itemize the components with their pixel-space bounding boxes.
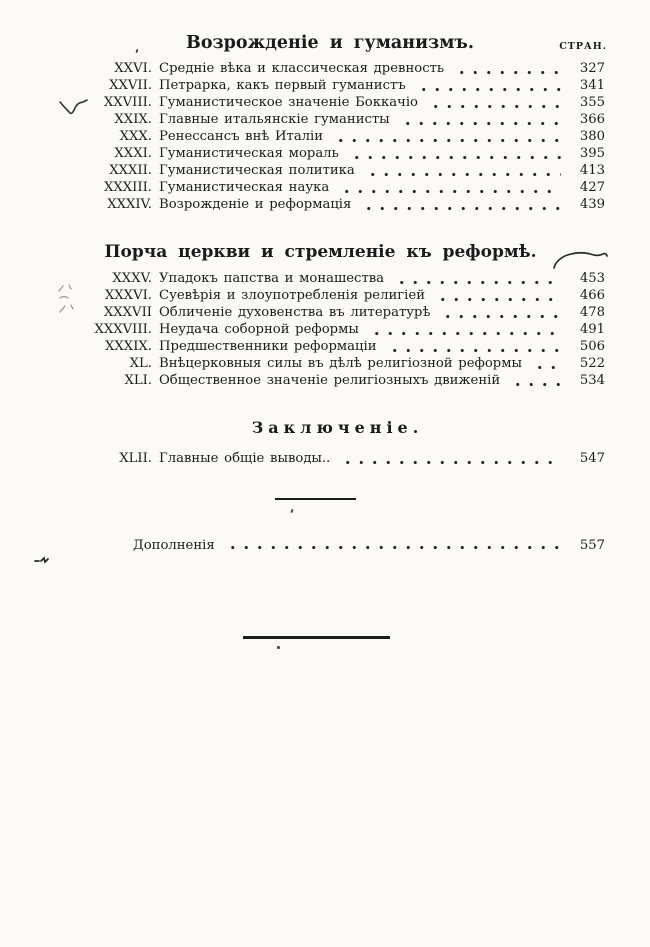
toc-section [60, 418, 605, 468]
chapter-numeral: XXX. [119, 129, 152, 144]
dot-leader [453, 70, 561, 75]
toc-row [60, 288, 605, 305]
chapter-numeral: XXVII. [109, 78, 152, 93]
chapter-title: Предшественники реформаціи [159, 339, 377, 354]
dot-leader [393, 280, 561, 285]
section-heading: Порча церкви и стремленіе къ реформѣ. [104, 242, 537, 262]
chapter-numeral: XXIX. [114, 112, 152, 127]
page-title: Возрожденіе и гуманизмъ. [186, 33, 474, 53]
addendum-title: Дополненія [133, 538, 215, 553]
chapter-title: Средніе вѣка и классическая древность [159, 61, 445, 76]
page-header [0, 33, 650, 59]
separator-rule-top [275, 498, 356, 500]
dot-leader [339, 460, 561, 465]
chapter-title: Гуманистическое значеніе Боккачіо [159, 95, 418, 110]
toc-row [60, 95, 605, 112]
chapter-page-number: 522 [579, 356, 605, 371]
chapter-numeral: XXXI. [114, 146, 152, 161]
addendum-page-number: 557 [579, 538, 605, 553]
chapter-page-number: 453 [579, 271, 605, 286]
dot-leader [531, 365, 561, 370]
chapter-numeral: XLI. [124, 373, 152, 388]
toc-row [60, 146, 605, 163]
table-of-contents [60, 61, 605, 468]
dot-leader [360, 206, 561, 211]
chapter-page-number: 327 [579, 61, 605, 76]
chapter-page-number: 491 [579, 322, 605, 337]
dot-leader [427, 104, 561, 109]
chapter-title: Гуманистическая наука [159, 180, 330, 195]
chapter-numeral: XXVIII. [103, 95, 152, 110]
addendum-row [133, 538, 605, 553]
toc-row [60, 322, 605, 339]
toc-row [60, 129, 605, 146]
chapter-title: Главные итальянскіе гуманисты [159, 112, 390, 127]
dot-leader [348, 155, 561, 160]
dot-leader [332, 138, 561, 143]
dot-leader [439, 314, 561, 319]
chapter-page-number: 466 [579, 288, 605, 303]
chapter-numeral: XL. [129, 356, 152, 371]
chapter-title: Ренессансъ внѣ Италіи [159, 129, 324, 144]
chapter-title: Обличеніе духовенства въ литературѣ [159, 305, 431, 320]
page-column-header: СТРАН. [559, 41, 607, 52]
dot-leader [364, 172, 561, 177]
toc-section [60, 61, 605, 214]
chapter-title: Внѣцерковныя силы въ дѣлѣ религіозной реформы [159, 356, 522, 371]
chapter-title: Неудача соборной реформы [159, 322, 359, 337]
chapter-title: Гуманистическая политика [159, 163, 355, 178]
chapter-title: Гуманистическая мораль [159, 146, 339, 161]
toc-row [60, 180, 605, 197]
chapter-page-number: 534 [579, 373, 605, 388]
toc-row [60, 373, 605, 390]
chapter-numeral: XXVI. [114, 61, 152, 76]
toc-row [60, 61, 605, 78]
chapter-numeral: XXXIX. [105, 339, 152, 354]
section-heading: Заключеніе. [251, 418, 424, 437]
dot-leader [338, 189, 561, 194]
separator-rule-bottom [243, 636, 390, 639]
chapter-numeral: XXXVII [103, 305, 152, 320]
toc-row [60, 78, 605, 95]
toc-row [60, 305, 605, 322]
chapter-numeral: XXXVIII. [94, 322, 152, 337]
scan-speck [277, 646, 280, 649]
dot-leader [434, 297, 561, 302]
dot-leader [415, 87, 561, 92]
dot-leader [509, 382, 561, 387]
chapter-page-number: 506 [579, 339, 605, 354]
chapter-title: Возрожденіе и реформація [159, 197, 352, 212]
toc-row [60, 356, 605, 373]
toc-row [60, 339, 605, 356]
toc-row [60, 112, 605, 129]
chapter-numeral: XXXII. [109, 163, 152, 178]
toc-section [60, 242, 605, 390]
chapter-title: Главные общіе выводы.. [159, 451, 331, 466]
chapter-page-number: 478 [579, 305, 605, 320]
handwritten-squiggle [34, 555, 54, 567]
dot-leader [368, 331, 561, 336]
chapter-numeral: XXXV. [112, 271, 152, 286]
chapter-title: Общественное значеніе религіозныхъ движеній [159, 373, 501, 388]
chapter-page-number: 547 [579, 451, 605, 466]
chapter-numeral: XXXIII. [104, 180, 152, 195]
toc-row [60, 197, 605, 214]
dot-leader [399, 121, 561, 126]
chapter-page-number: 413 [579, 163, 605, 178]
chapter-title: Суевѣрія и злоупотребленія религіей [159, 288, 425, 303]
chapter-page-number: 395 [579, 146, 605, 161]
chapter-page-number: 355 [579, 95, 605, 110]
chapter-numeral: XXXIV. [107, 197, 152, 212]
chapter-page-number: 380 [579, 129, 605, 144]
chapter-numeral: XLII. [119, 451, 152, 466]
chapter-page-number: 341 [579, 78, 605, 93]
toc-row [60, 163, 605, 180]
scan-speck [290, 509, 294, 513]
chapter-title: Упадокъ папства и монашества [159, 271, 385, 286]
chapter-title: Петрарка, какъ первый гуманистъ [159, 78, 406, 93]
dot-leader [224, 545, 561, 550]
chapter-page-number: 427 [579, 180, 605, 195]
chapter-page-number: 439 [579, 197, 605, 212]
chapter-numeral: XXXVI. [104, 288, 152, 303]
toc-row [60, 271, 605, 288]
toc-row [60, 451, 605, 468]
chapter-page-number: 366 [579, 112, 605, 127]
dot-leader [386, 348, 562, 353]
